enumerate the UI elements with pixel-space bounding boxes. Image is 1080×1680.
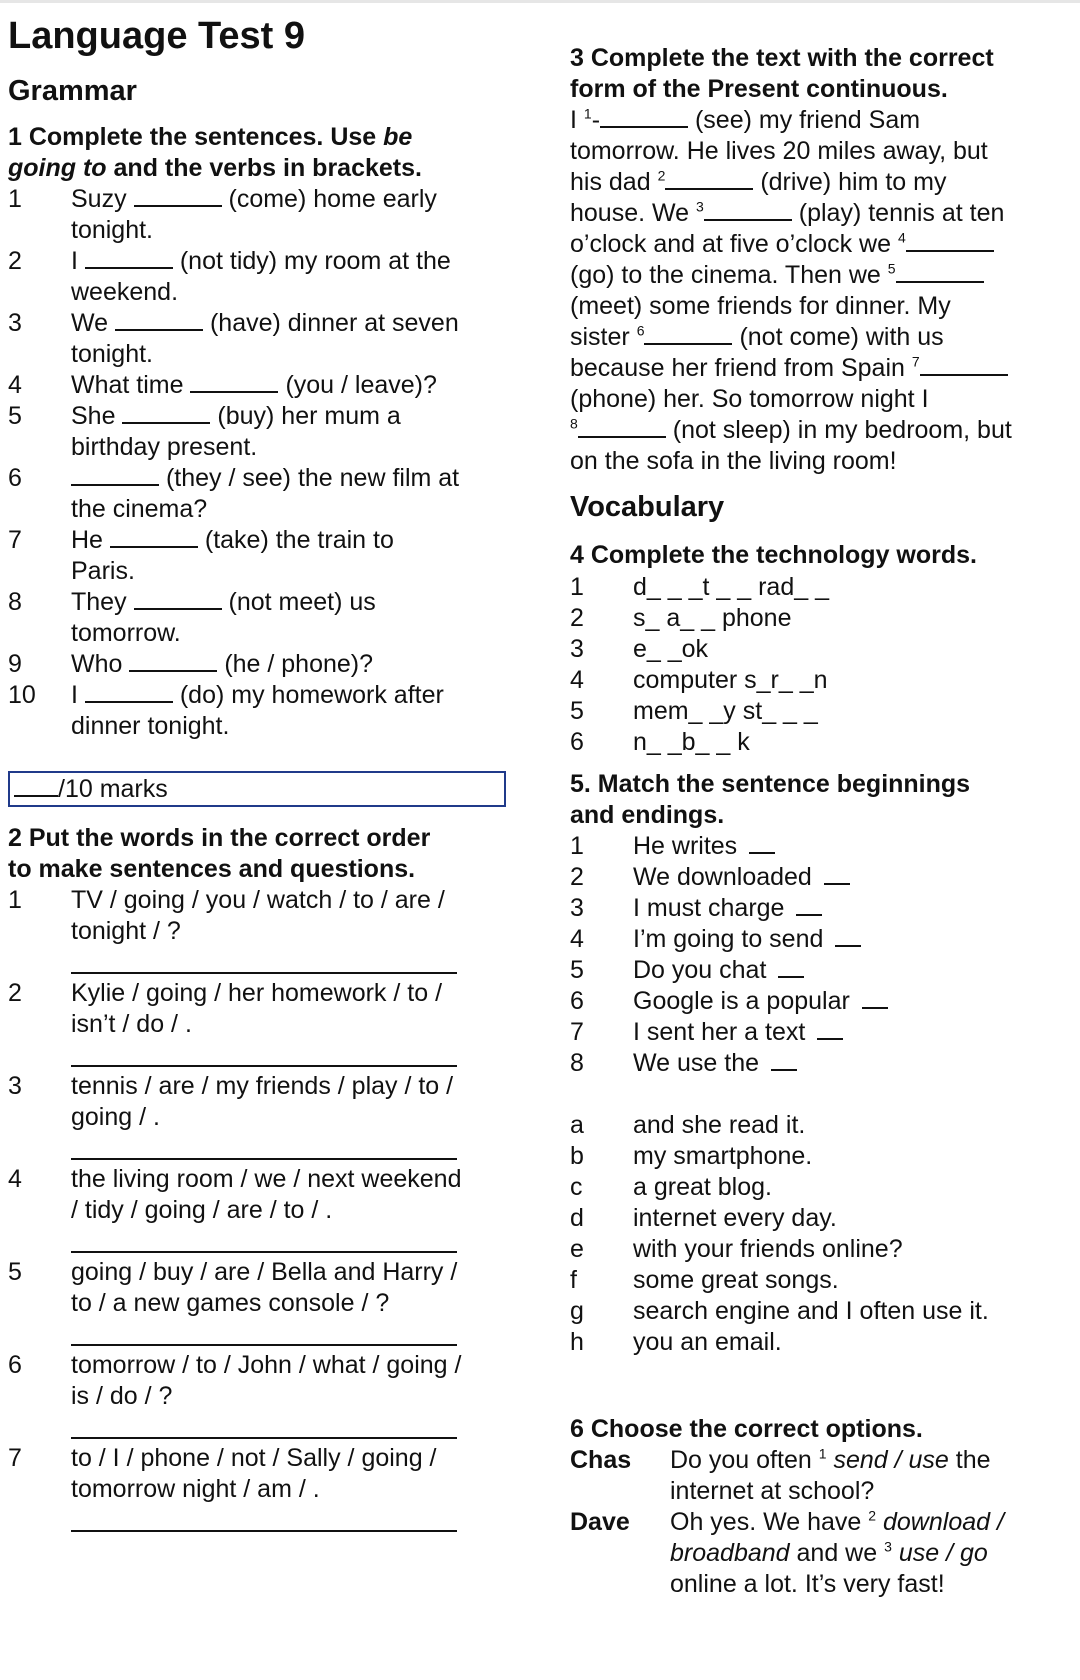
answer-line[interactable] xyxy=(71,970,457,974)
match-blank[interactable] xyxy=(862,986,888,1009)
page-title: Language Test 9 xyxy=(8,15,306,57)
option-1[interactable]: send / use xyxy=(833,1446,949,1474)
answer-blank[interactable] xyxy=(896,260,984,283)
option-2b[interactable]: broadband xyxy=(670,1539,790,1567)
answer-blank[interactable] xyxy=(134,587,222,610)
ex6-instruction: 6 Choose the correct options. xyxy=(570,1415,923,1443)
answer-line[interactable] xyxy=(71,1528,457,1532)
ex3-text: I $^1$- (see) my friend Sam tomorrow. He lives 20 miles away, but his dad $^2$ (drive) him to my house. We $^3$ (play) tennis at ten o’clock and at five o’clock we $^4$ (go) to the cinema. Then we $^5$ (meet) some friends for dinner. My sister $^6$ (not come) with us because her friend from Spain $^7$ (phone) her. So tomorrow night I $^8$ (not sleep) in my bedroom, but on the sofa in the living room! xyxy=(570,105,1012,475)
vocabulary-heading: Vocabulary xyxy=(570,491,725,523)
ex1-instruction: 1 Complete the sentences. Use be going to and the verbs in brackets. xyxy=(8,123,422,182)
match-blank[interactable] xyxy=(749,831,775,854)
ex3-instruction: 3 Complete the text with the correct form of the Present continuous. xyxy=(570,44,994,103)
answer-blank[interactable] xyxy=(110,525,198,548)
dialogue-chas: Chas Do you often $^1$ send / use the internet at school? xyxy=(570,1445,991,1505)
match-blank[interactable] xyxy=(817,1017,843,1040)
answer-blank[interactable] xyxy=(906,229,994,252)
answer-blank[interactable] xyxy=(920,353,1008,376)
speaker-dave: Dave xyxy=(570,1508,630,1536)
top-border xyxy=(0,0,1080,3)
ex5-instruction: 5. Match the sentence beginnings and endings. xyxy=(570,770,971,829)
ex4-instruction: 4 Complete the technology words. xyxy=(570,541,977,569)
answer-line[interactable] xyxy=(71,1435,457,1439)
answer-line[interactable] xyxy=(71,1156,457,1160)
dialogue-dave: Dave Oh yes. We have $^2$ download / broadband and we $^3$ use / go online a lot. It’s very fast! xyxy=(570,1507,1004,1598)
answer-blank[interactable] xyxy=(129,649,217,672)
answer-blank[interactable] xyxy=(85,246,173,269)
match-blank[interactable] xyxy=(778,955,804,978)
answer-blank[interactable] xyxy=(71,463,159,486)
answer-line[interactable] xyxy=(71,1063,457,1067)
answer-blank[interactable] xyxy=(578,415,666,438)
grammar-heading: Grammar xyxy=(8,75,137,107)
answer-blank[interactable] xyxy=(644,322,732,345)
answer-blank[interactable] xyxy=(704,198,792,221)
match-blank[interactable] xyxy=(796,893,822,916)
match-blank[interactable] xyxy=(835,924,861,947)
answer-blank[interactable] xyxy=(134,184,222,207)
answer-blank[interactable] xyxy=(122,401,210,424)
answer-blank[interactable] xyxy=(115,308,203,331)
answer-blank[interactable] xyxy=(85,680,173,703)
answer-blank[interactable] xyxy=(190,370,278,393)
ex2-instruction: 2 Put the words in the correct order to make sentences and questions. xyxy=(8,824,431,883)
answer-line[interactable] xyxy=(71,1342,457,1346)
match-blank[interactable] xyxy=(771,1048,797,1071)
marks-blank[interactable] xyxy=(14,775,58,797)
match-blank[interactable] xyxy=(824,862,850,885)
option-2[interactable]: download / xyxy=(883,1508,1004,1536)
marks-box: /10 marks xyxy=(8,771,506,807)
answer-line[interactable] xyxy=(71,1249,457,1253)
answer-blank[interactable] xyxy=(665,167,753,190)
option-3[interactable]: use / go xyxy=(898,1539,988,1567)
answer-blank[interactable] xyxy=(600,105,688,128)
speaker-chas: Chas xyxy=(570,1446,632,1474)
